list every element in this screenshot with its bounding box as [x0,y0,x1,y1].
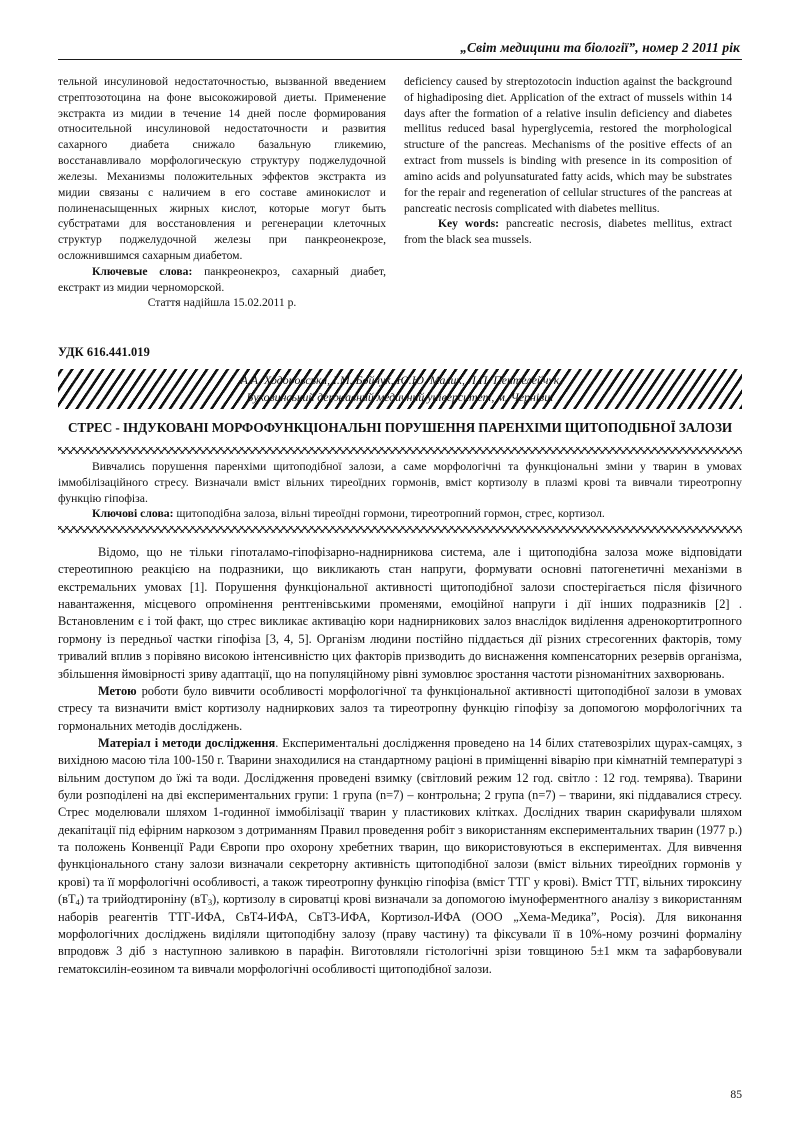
english-keywords-label: Key words: [438,217,500,231]
aim-lead-in: Метою [98,683,137,698]
zigzag-rule-top [58,447,742,454]
english-keywords-text: pancreatic necrosis, diabetes mellitus, extract from the black sea mussels. [404,217,732,247]
abstract-column-russian [58,74,386,311]
subscript-three: 3 [207,897,213,908]
methods-text-c: ), кортизолу в сироватці крові визначали за допомогою імуноферментного аналізу з використанням наборів реагентів ТТГ-ИФА, СвТ4-ИФА, СвТ3-ИФА, Кортизол-ИФА (ООО „Хема-Медика”, Росія). Для виконання морфологічних досліджень виділяли щитоподібну залозу (праву частину) та фіксували її в 10%-ному розчині формаліну впродовж 3 діб з наступною заливкою в парафін. Виготовляли гістологічні зрізи товщиною 5±1 мкм та зафарбовували гематоксилін-еозином та вивчали морфологічні особливості щитоподібної залози. [58,892,742,976]
article-keywords-paragraph [58,506,742,522]
article-keywords-label: Ключові слова: [92,507,174,521]
english-abstract-text: deficiency caused by streptozotocin induction against the background of highadiposing diet. Application of the extract of mussels within 14 days after the formation of a relative insulin deficiency and diabetes mellitus reduced basal hyperglycemia, restored the morphological structure of the pancreas. Mechanisms of the positive effects of an extract from mussels is binding with presence in its composition of amino acids and polyunsaturated fatty acids, which may be substrates for the repair and regeneration of cellular structures of the pancreas at pancreatic necrosis complicated with diabetes mellitus. [404,75,732,215]
running-head-rule [58,59,742,60]
page-number: 85 [730,1088,742,1101]
author-affiliation: Буковинський державний медичний університет, м. Чернівці [246,389,554,404]
methods-lead-in: Матеріал і методи дослідження [98,735,276,750]
article-keywords-text: щитоподібна залоза, вільні тиреоїдні гормони, тиреотропний гормон, стрес, кортизол. [173,507,605,521]
article-abstract-text: Вивчались порушення паренхіми щитоподібної залози, а саме морфологічні та функціональні зміни у тварин в умовах іммобілізаційного стресу. Визначали вміст вільних тиреоїдних гормонів, вміст кортизолу в плазмі крові та вивчали тиреотропну функцію гіпофіза. [58,460,742,505]
methods-text-a: . Експериментальні дослідження проведено на 14 білих статевозрілих щурах-самцях, з вихідною масою тіла 100-150 г. Тварини знаходилися на стандартному раціоні в приміщенні віварію при кімнатній температурі з вільним доступом до їжі та води. Дослідження проведені взимку (світловий режим 12 год. світло : 12 год. темрява). Тварини були розподілені на дві експериментальних групи: 1 група (n=7) – контрольна; 2 група (n=7) – тварини, які піддавалися стресу. Стрес моделювали шляхом 1-годинної іммобілізації тварин у пластикових клітках. Дослідних тварин скарифували шляхом декапітації під ефірним наркозом з дотриманням Правил проведення робіт з використанням експериментальних тварин (1977 р.) та положень Конвенції Ради Європи про охорону хребетних тварин, що використовуються в експериментах. Для вивчення функціонального стану залози визначали секреторну активність щитоподібної залози (вміст вільних тиреоїдних гормонів у крові) та її морфологічні особливості, а також тиреотропну функцію гіпофіза (вміст ТТГ у крові). Вміст ТТГ, вільних тироксину (вТ [58,735,742,907]
russian-keywords-paragraph [58,264,386,296]
previous-article-abstract-columns [58,74,742,311]
body-paragraph-intro: Відомо, що не тільки гіпоталамо-гіпофізарно-наднирникова система, але і щитоподібна залоза може відповідати стереотипною реакцією на подразники, що викликають стан напруги, формувати основні патогенетичні механізми в екстремальних умовах [1]. Порушення функціональної активності щитоподібної залози спостерігається після фізичного навантаження, місцевого опромінення рентгенівськими променями, емоційної напруги і дії інших подразників [2] . Встановленим є і той факт, що стрес викликає активацію кори наднирникових залоз внаслідок виділення адренокортитропного гормону із передньої частки гіпофіза [3, 4, 5]. Організм людини постійно піддається дії різних стресогенних факторів, тому тривалий вплив з порівяно високою інтенсивністю цих факторів призводить до виснаження компенсаторних резервів організма, збільшення ймовірності зриву адаптації, що на популяційному рівні зумовлює зростання частоти різноманітних захворювань. [58,545,742,681]
running-head: „Світ медицини та біології”, номер 2 2011 рік [460,40,740,55]
article-body [58,544,742,978]
article-abstract-block [58,454,742,526]
aim-text: роботи було вивчити особливості морфологічної та функціональної активності щитоподібної залози в умовах стресу та визначити вміст кортизолу надниркових залоз та тиреотропну функцію гіпофізу за допомогою морфологічних та гормональних методів досліджень. [58,683,742,733]
abstract-column-english [404,74,732,311]
body-paragraph-aim [58,683,742,735]
article-title: СТРЕС - ІНДУКОВАНІ МОРФОФУНКЦІОНАЛЬНІ ПОРУШЕННЯ ПАРЕНХІМИ ЩИТОПОДІБНОЇ ЗАЛОЗИ [67,420,733,436]
methods-text-b: ) та трийодтироніну (вТ [79,892,208,907]
zigzag-rule-bottom [58,526,742,533]
body-paragraph-methods [58,735,742,978]
author-affiliation-lines [58,372,742,406]
russian-abstract-text: тельной инсулиновой недостаточностью, вызванной введением стрептозотоцина на фоне высокожировой диеты. Применение экстракта из мидии в течение 14 дней после формирования относительной инсулиновой недостаточности и развития сахарного диабета снижало базальную гликемию, восстанавливало морфологическую структуру поджелудочной железы. Механизмы положительных эффектов экстракта из мидии связаны с наличием в его составе аминокислот и полиненасыщенных жирных кислот, которые могут быть субстратами для восстановления и регенерации клеточных структур поджелудочной железы при панкреонекрозе, осложнившимся сахарным диабетом. [58,75,386,262]
udk-code: УДК 616.441.019 [58,345,150,360]
author-names: А.А. Ходоровська, І.М. Бойчук, Ю.Ю. Малик, Л.П. Пентелейчук [240,373,560,388]
english-keywords-paragraph [404,216,732,248]
received-date: Стаття надійшла 15.02.2011 р. [147,296,297,310]
subscript-four: 4 [75,897,80,908]
russian-keywords-label: Ключевые слова: [92,264,193,278]
russian-keywords-text: панкреонекроз, сахарный диабет, екстракт из мидии черноморской. [58,264,386,294]
redacted-author-block [58,369,742,409]
